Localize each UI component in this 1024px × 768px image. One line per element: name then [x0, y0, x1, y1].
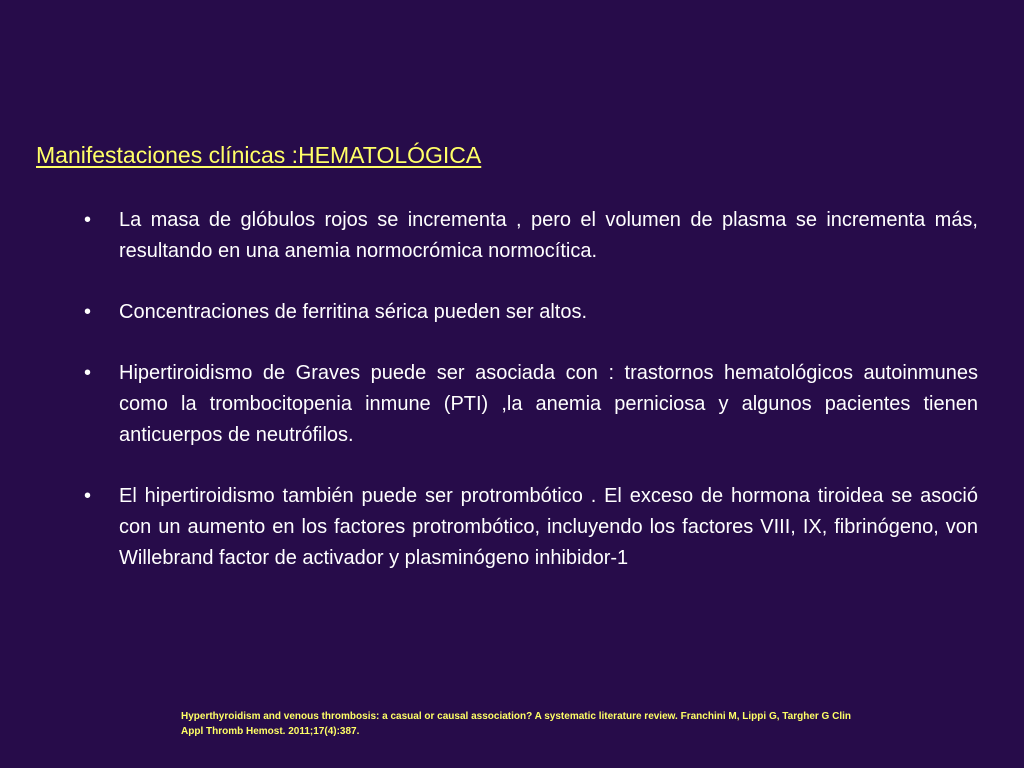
citation-line-1: Hyperthyroidism and venous thrombosis: a casual or causal association? A systematic literature review. Franchini M, Lippi G, Targher G Clin — [181, 711, 851, 722]
bullet-icon: • — [84, 301, 92, 323]
bullet-item — [84, 297, 978, 328]
bullet-text: El hipertiroidismo también puede ser protrombótico . El exceso de hormona tiroidea se asoció con un aumento en los factores protrombótico, incluyendo los factores VIII, IX, fibrinógeno, von Willebrand factor de activador y plasminógeno inhibidor-1 — [119, 485, 978, 569]
bullet-list — [84, 205, 978, 604]
bullet-item — [84, 358, 978, 451]
bullet-icon: • — [84, 485, 92, 507]
bullet-text: Hipertiroidismo de Graves puede ser asociada con : trastornos hematológicos autoinmunes como la trombocitopenia inmune (PTI) ,la anemia perniciosa y algunos pacientes tienen anticuerpos de neutrófilos. — [119, 362, 978, 446]
bullet-text: La masa de glóbulos rojos se incrementa , pero el volumen de plasma se incrementa más, resultando en una anemia normocrómica normocítica. — [119, 209, 978, 262]
citation-line-2: Appl Thromb Hemost. 2011;17(4):387. — [181, 726, 360, 737]
bullet-item — [84, 205, 978, 267]
slide-title: Manifestaciones clínicas :HEMATOLÓGICA — [36, 142, 482, 168]
bullet-icon: • — [84, 209, 92, 231]
bullet-text: Concentraciones de ferritina sérica pueden ser altos. — [119, 301, 588, 323]
bullet-icon: • — [84, 362, 92, 384]
citation — [181, 709, 961, 739]
bullet-item — [84, 481, 978, 574]
